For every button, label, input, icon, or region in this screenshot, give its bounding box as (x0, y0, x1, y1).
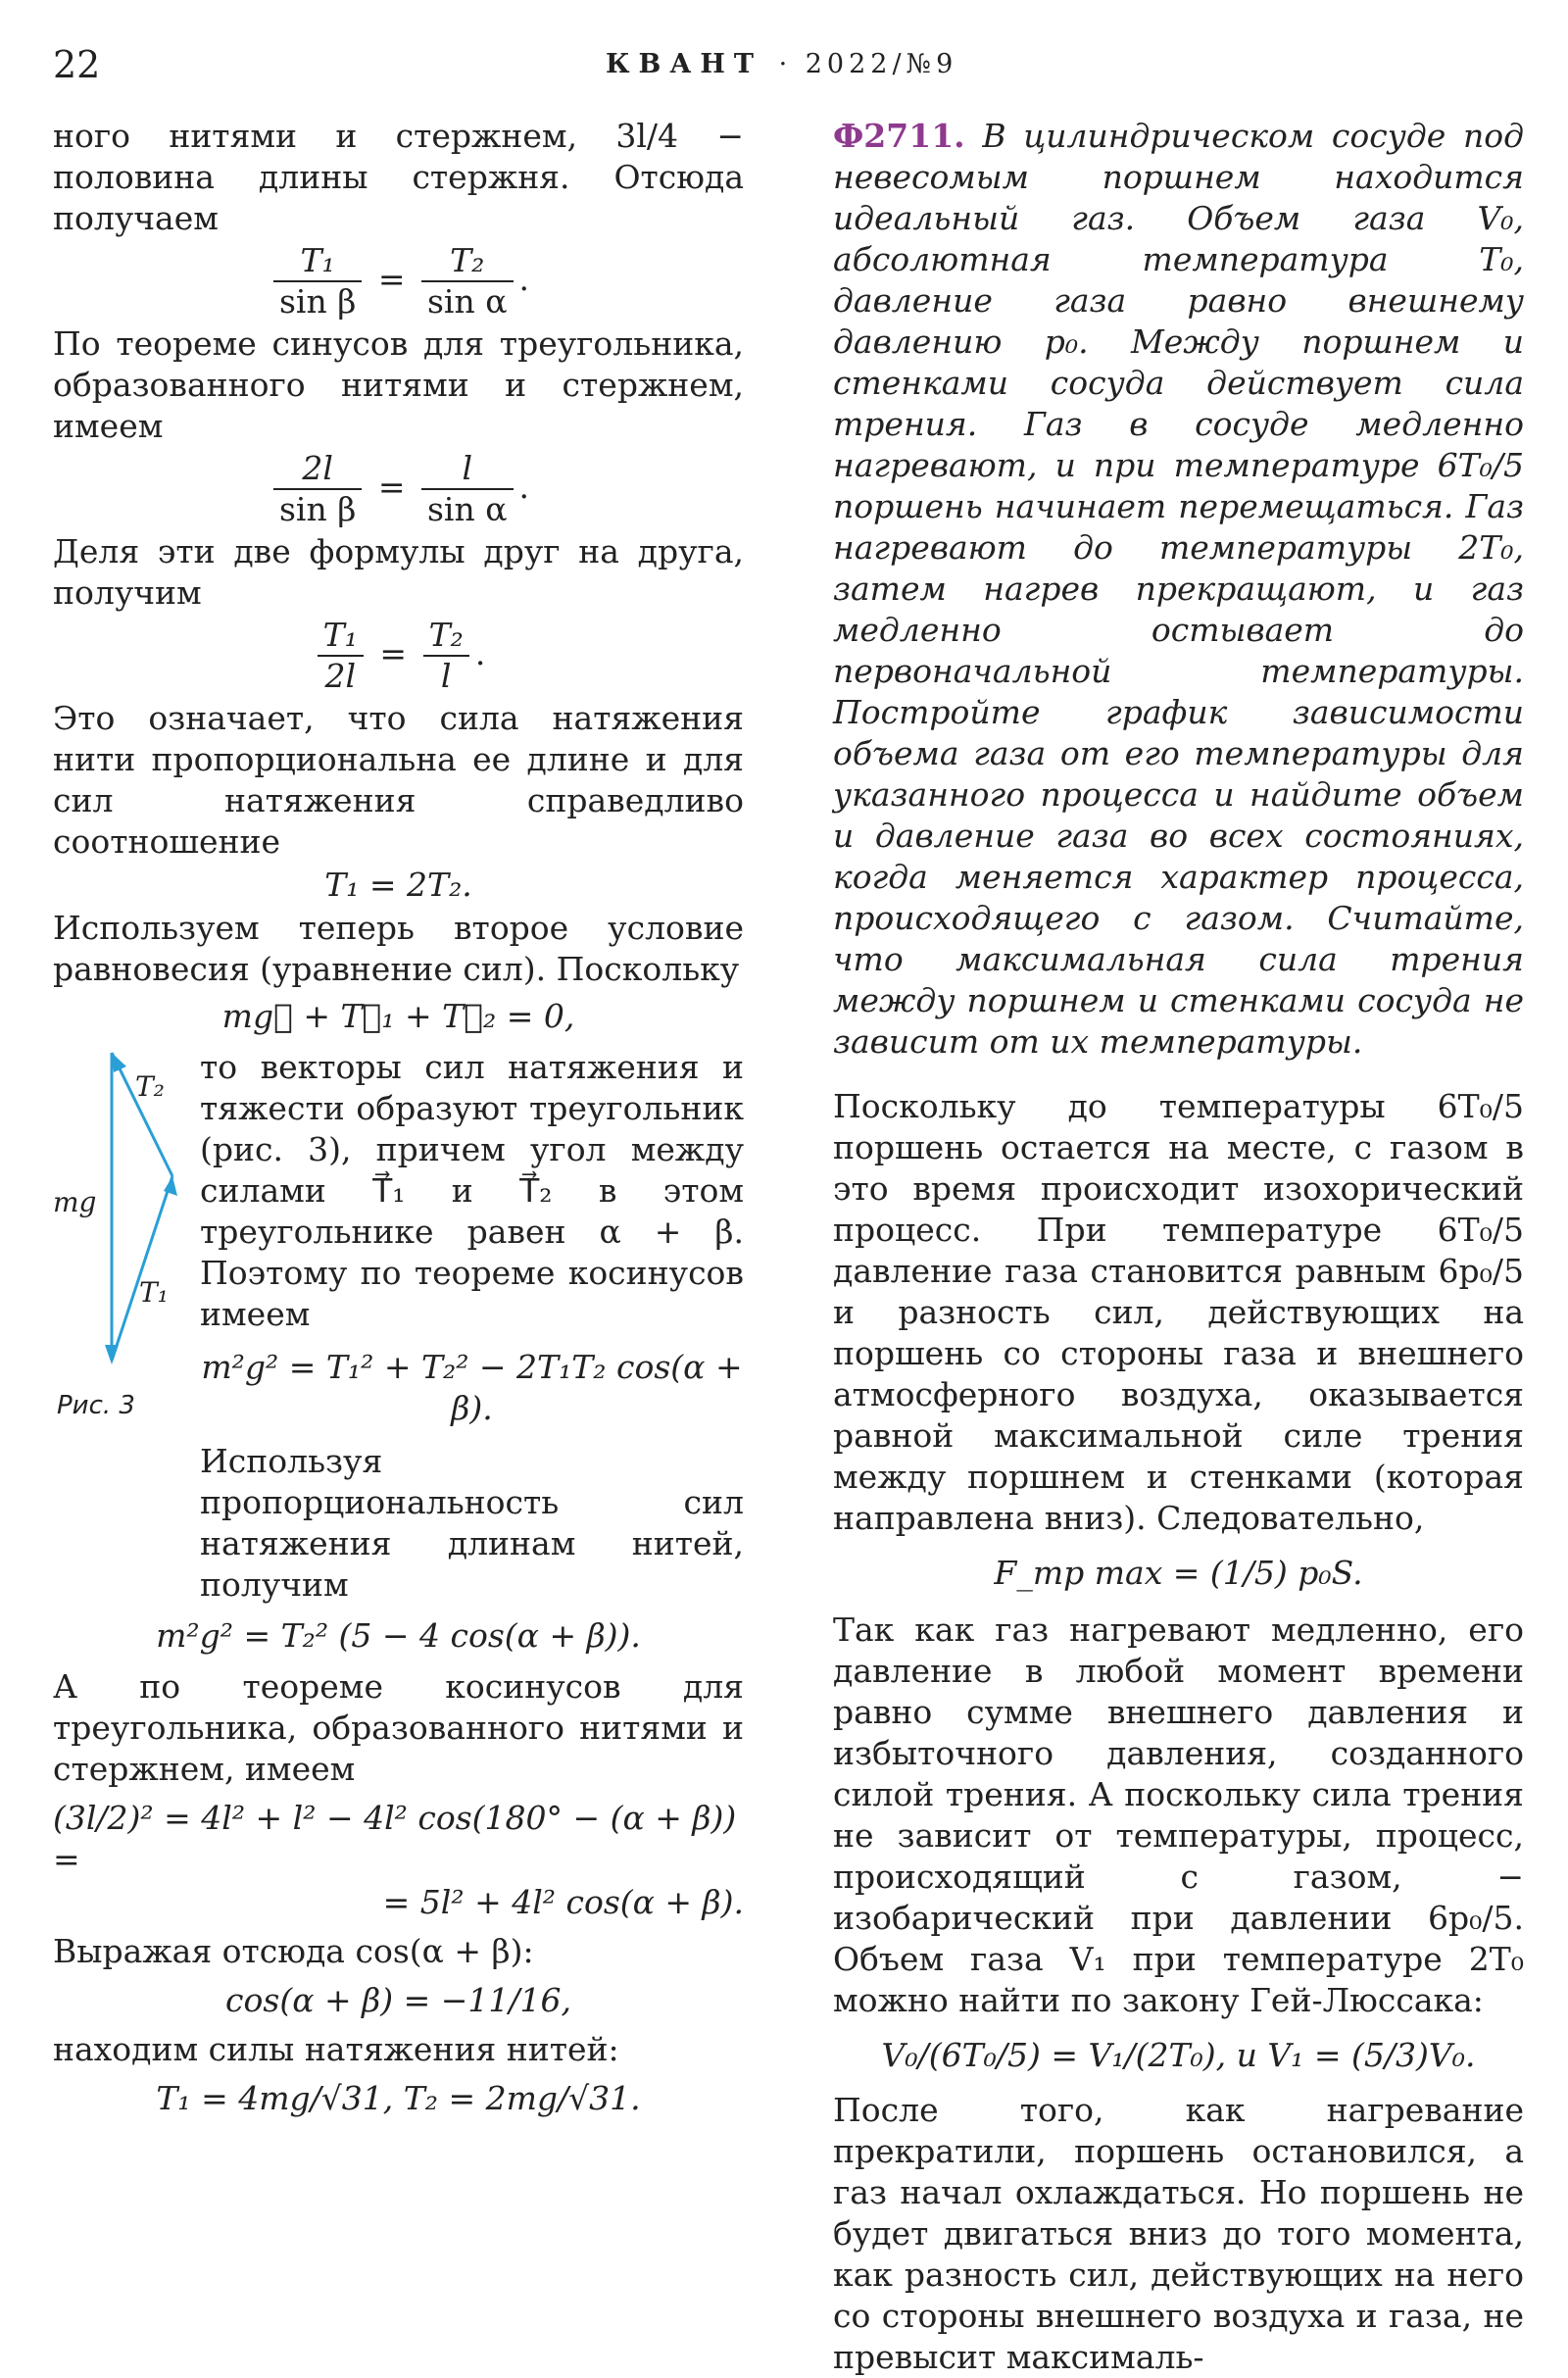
problem-statement (833, 116, 1524, 1063)
journal-name: КВАНТ (606, 49, 762, 79)
frac-denominator: sin β (279, 490, 357, 528)
paragraph: Выражая отсюда cos(α + β): (53, 1932, 534, 1970)
formula-cos-value: cos(α + β) = −11/16, (225, 1981, 571, 2019)
paragraph: После того, как нагревание прекратили, поршень остановился, а газ начал охлаждаться. Но поршень не будет двигаться вниз до того момента, как разность сил, действующих на него со стороны внешнего воздуха и газа, не превысит максималь- (833, 2091, 1524, 2376)
paragraph: Так как газ нагревают медленно, его давление в любой момент времени равно сумме внешнего давления и избыточного давления, созданного силой трения. А поскольку сила трения не зависит от температуры, процесс, происходящий с газом, − изобарический при давлении 6p₀/5. Объем газа V₁ при температуре 2T₀ можно найти по закону Гей-Люссака: (833, 1610, 1524, 2019)
paragraph: ного нитями и стержнем, 3l/4 − половина длины стержня. Отсюда получаем (53, 117, 744, 237)
page-number: 22 (53, 43, 101, 86)
journal-title (606, 49, 957, 79)
figure-side-text (200, 1047, 744, 1606)
figure-block (53, 1047, 744, 1606)
paragraph: Поскольку до температуры 6T₀/5 поршень остается на месте, с газом в это время происходит изохорический процесс. При температуре 6T₀/5 давление газа становится равным 6p₀/5 и разность сил, действующих на поршень со стороны газа и внешнего атмосферного воздуха, оказывается равной максимальной силе трения между поршнем и стенками (которая направлена вниз). Следовательно, (833, 1087, 1524, 1537)
paragraph: Используя пропорциональность сил натяжения длинам нитей, получим (200, 1442, 744, 1604)
paragraph: то векторы сил натяжения и тяжести образуют треугольник (рис. 3), причем угол между силами T⃗₁ и T⃗₂ в этом треугольнике равен α + β. Поэтому по теореме косинусов имеем (200, 1048, 744, 1333)
t2-label: T₂ (135, 1070, 165, 1103)
formula-cosine-rod-cont: = 5l² + 4l² cos(α + β). (382, 1883, 744, 1921)
page-header (0, 43, 1568, 92)
paragraph: Это означает, что сила натяжения нити пропорциональна ее длине и для сил натяжения справедливо соотношение (53, 699, 744, 861)
formula-force-balance: mg⃗ + T⃗₁ + T⃗₂ = 0, (221, 997, 575, 1035)
formula-ratio-tensions: $\frac{\text{T₁}}{\text{sin β}}$ = $\frac{\text{T₂}}{\text{sin α}}$ . (53, 241, 744, 322)
frac-denominator: 2l (324, 657, 357, 695)
formula-gay-lussac: V₀/(6T₀/5) = V₁/(2T₀), и V₁ = (5/3)V₀. (881, 2036, 1476, 2074)
problem-number: Ф2711. (833, 117, 965, 155)
right-column (833, 116, 1524, 2378)
paragraph: Деля эти две формулы друг на друга, получим (53, 532, 744, 612)
mg-arrowhead (105, 1345, 119, 1364)
frac-denominator: l (440, 657, 452, 695)
formula-proportional: m²g² = T₂² (5 − 4 cos(α + β)). (156, 1616, 641, 1655)
mg-label: mg (53, 1186, 97, 1218)
force-triangle-diagram (53, 1047, 200, 1370)
formula-t1-equals-2t2: T₁ = 2T₂. (324, 866, 472, 904)
formula-friction-max: F_тр max = (1/5) p₀S. (994, 1554, 1363, 1592)
frac-numerator: T₁ (273, 241, 362, 282)
figure-3 (53, 1047, 200, 1439)
journal-issue: · 2022/№9 (778, 49, 958, 79)
frac-denominator: sin β (279, 282, 357, 321)
left-column (53, 116, 744, 2127)
frac-denominator: sin α (426, 490, 508, 528)
figure-caption: Рис. 3 (57, 1391, 135, 1420)
frac-numerator: T₂ (423, 616, 469, 657)
problem-text: В цилиндрическом сосуде под невесомым поршнем находится идеальный газ. Объем газа V₀, абсолютная температура T₀, давление газа равно внешнему давлению p₀. Между поршнем и стенками сосуда действует сила трения. Газ в сосуде медленно нагревают, и при температуре 6T₀/5 поршень начинает перемещаться. Газ нагревают до температуры 2T₀, затем нагрев прекращают, и газ медленно остывает до первоначальной температуры. Постройте график зависимости объема газа от его температуры для указанного процесса и найдите объем и давление газа во всех состояниях, когда меняется характер процесса, происходящего с газом. Считайте, что максимальная сила трения между поршнем и стенками сосуда не зависит от их температуры. (833, 117, 1524, 1061)
formula-cosine-forces: m²g² = T₁² + T₂² − 2T₁T₂ cos(α + β). (201, 1348, 743, 1427)
frac-numerator: l (421, 449, 514, 490)
t1-label: T₁ (139, 1276, 169, 1309)
paragraph: А по теореме косинусов для треугольника, образованного нитями и стержнем, имеем (53, 1667, 744, 1788)
formula-divided: $\frac{\text{T₁}}{2l}$ = $\frac{\text{T₂}}{l}$ . (53, 616, 744, 696)
formula-sine-theorem: $\frac{2l}{\text{sin β}}$ = $\frac{l}{\text{sin α}}$ . (53, 449, 744, 529)
paragraph: находим силы натяжения нитей: (53, 2030, 619, 2068)
paragraph: Используем теперь второе условие равновесия (уравнение сил). Поскольку (53, 909, 744, 988)
formula-tensions-result: T₁ = 4mg/√31, T₂ = 2mg/√31. (156, 2079, 641, 2117)
paragraph: По теореме синусов для треугольника, образованного нитями и стержнем, имеем (53, 324, 744, 445)
frac-numerator: T₂ (421, 241, 514, 282)
frac-denominator: sin α (426, 282, 508, 321)
t1-arrow-line (112, 1176, 172, 1361)
t2-arrowhead (112, 1053, 126, 1072)
formula-cosine-rod: (3l/2)² = 4l² + l² − 4l² cos(180° − (α + β)) = (53, 1799, 737, 1878)
frac-numerator: T₁ (318, 616, 364, 657)
frac-numerator: 2l (273, 449, 362, 490)
